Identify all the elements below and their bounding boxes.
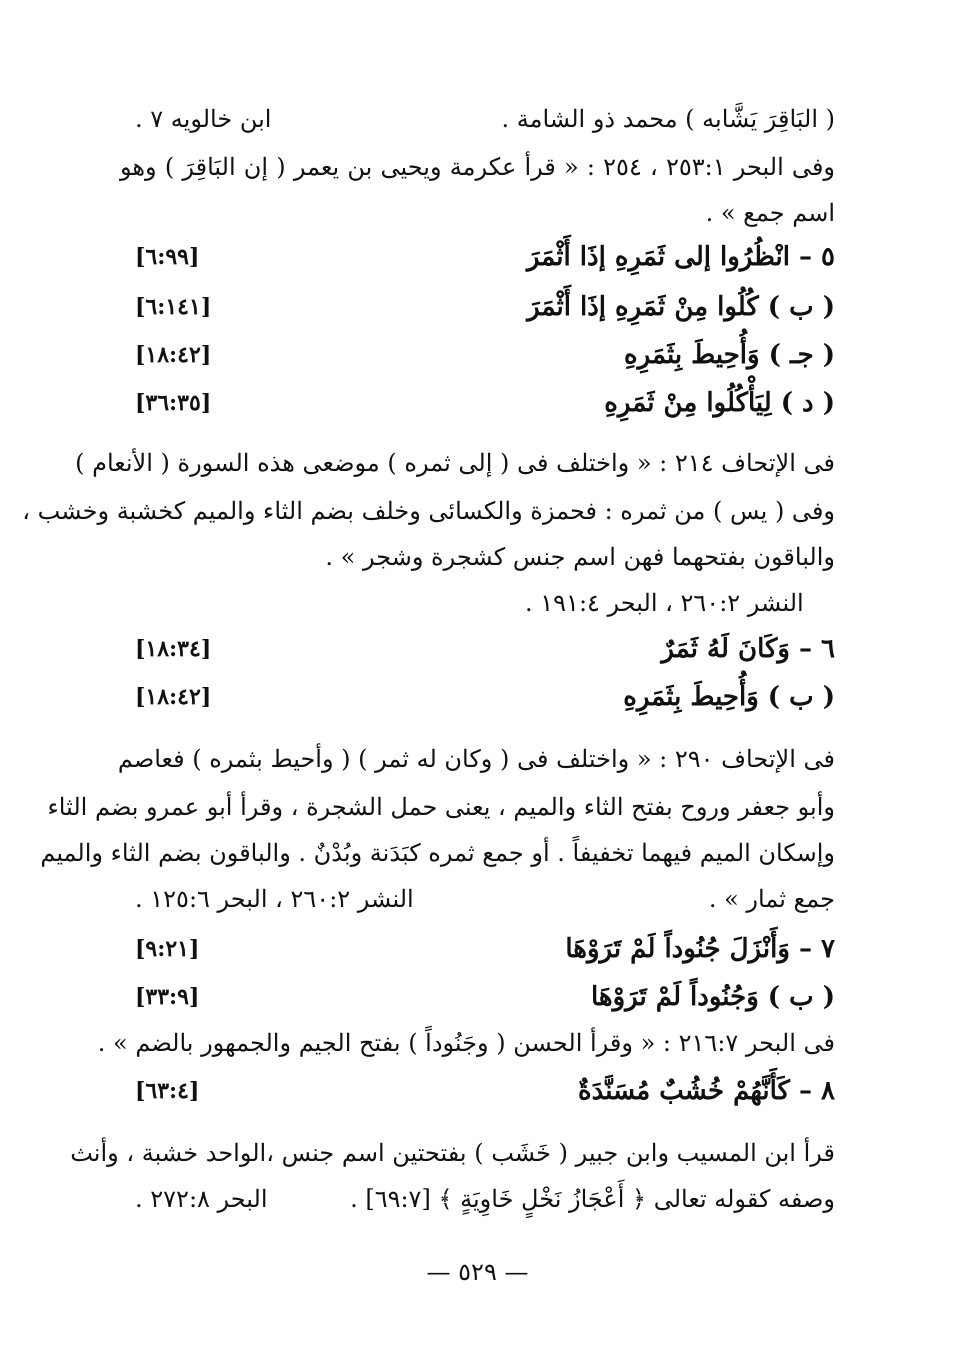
text-line: [120, 882, 835, 916]
verse-text: ( د ) لِيَأْكُلُوا مِنْ ثَمَرِهِ: [604, 388, 835, 418]
text-line: قرأ ابن المسيب وابن جبير ( خَشَب ) بفتحتين اسم جنس ،الواحد خشبة ، وأنث: [70, 1139, 835, 1167]
source-citation: النشر ٢٦٠:٢ ، البحر ١٢٥:٦ .: [135, 885, 414, 913]
verse-reference: [٦:١٤١]: [135, 294, 212, 320]
source-citation: البحر ٢٧٢:٨ .: [135, 1185, 268, 1213]
verse-line: [120, 632, 835, 666]
verse-line: [120, 386, 835, 420]
text-line: وفى البحر ٢٥٣:١ ، ٢٥٤ : « قرأ عكرمة ويحيى بن يعمر ( إن البَاقِرَ ) وهو: [120, 153, 836, 181]
verse-reference: [١٨:٤٢]: [135, 684, 212, 710]
verse-line: [120, 980, 835, 1014]
text-line: فى الإتحاف ٢١٤ : « واختلف فى ( إلى ثمره ) موضعى هذه السورة ( الأنعام ): [75, 449, 835, 477]
verse-text: ٨ – كَأَنَّهُمْ خُشُبٌ مُسَنَّدَةٌ: [577, 1076, 835, 1106]
page-number: — ٥٢٩ —: [426, 1258, 529, 1286]
verse-text: ( جـ ) وَأُحِيطَ بِثَمَرِهِ: [624, 340, 835, 370]
verse-reference: [٣٦:٣٥]: [135, 390, 212, 416]
text-line: وفى ( يس ) من ثمره : فحمزة والكسائى وخلف بضم الثاء والميم كخشبة وخشب ،: [22, 497, 835, 525]
verse-line: [120, 290, 835, 324]
verse-line: [120, 338, 835, 372]
verse-reference: [٣٣:٩]: [135, 984, 200, 1010]
verse-text: ٥ – انْظُرُوا إلى ثَمَرِهِ إذَا أَثْمَرَ: [526, 242, 835, 272]
verse-reference: [٦:٩٩]: [135, 244, 200, 270]
text-line: وأبو جعفر وروح بفتح الثاء والميم ، يعنى حمل الشجرة ، وقرأ أبو عمرو بضم الثاء: [47, 793, 835, 821]
text-line: اسم جمع » .: [705, 199, 835, 227]
verse-line: [120, 932, 835, 966]
text-line: وإسكان الميم فيهما تخفيفاً . أو جمع ثمره كبَدَنة وبُدْنٌ . والباقون بضم الثاء والميم: [40, 839, 835, 867]
line-text: وصفه كقوله تعالى ﴿ أَعْجَازُ نَخْلٍ خَاوِيَةٍ ﴾ [٦٩:٧] .: [350, 1185, 835, 1213]
verse-line: [120, 1074, 835, 1108]
verse-line: [120, 240, 835, 274]
source-citation: ابن خالويه ٧ .: [135, 105, 272, 133]
verse-reference: [١٨:٤٢]: [135, 342, 212, 368]
verse-text: ٦ – وَكَانَ لَهُ ثَمَرٌ: [661, 634, 835, 664]
text-line: [120, 102, 835, 136]
text-line: فى الإتحاف ٢٩٠ : « واختلف فى ( وكان له ثمر ) ( وأحيط بثمره ) فعاصم: [117, 745, 835, 773]
verse-reference: [٩:٢١]: [135, 936, 200, 962]
verse-line: [120, 680, 835, 714]
text-line: فى البحر ٢١٦:٧ : « وقرأ الحسن ( وجَنُوداً ) بفتح الجيم والجمهور بالضم » .: [97, 1029, 835, 1057]
verse-text: ( ب ) وَجُنُوداً لَمْ تَرَوْهَا: [590, 982, 835, 1012]
line-text: جمع ثمار » .: [708, 885, 835, 913]
verse-reference: [٦٣:٤]: [135, 1078, 200, 1104]
verse-reference: [١٨:٣٤]: [135, 636, 212, 662]
verse-text: ٧ – وَأَنْزَلَ جُنُوداً لَمْ تَرَوْهَا: [565, 934, 835, 964]
verse-text: ( ب ) وَأُحِيطَ بِثَمَرِهِ: [623, 682, 835, 712]
verse-text: ( ب ) كُلُوا مِنْ ثَمَرِهِ إذَا أَثْمَرَ: [527, 292, 835, 322]
source-citation: النشر ٢٦٠:٢ ، البحر ١٩١:٤ .: [525, 589, 804, 617]
line-text: ( البَاقِرَ يَشَّابه ) محمد ذو الشامة .: [501, 105, 835, 133]
text-line: [120, 1182, 835, 1216]
text-line: والباقون بفتحهما فهن اسم جنس كشجرة وشجر » .: [325, 543, 835, 571]
